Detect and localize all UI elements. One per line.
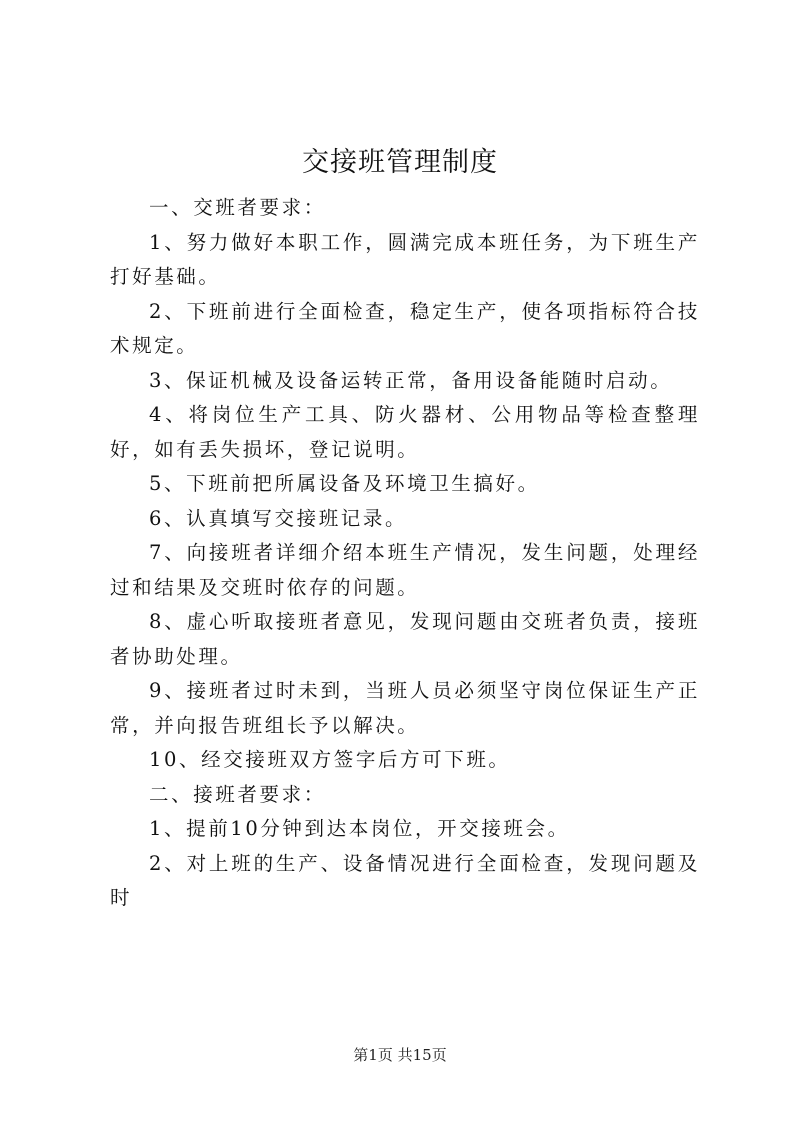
section-heading: 一、交班者要求： (149, 196, 326, 219)
page-number-footer: 第1页 共15页 (353, 1046, 447, 1064)
paragraph: 10、经交接班双方签字后方可下班。 (149, 748, 511, 771)
paragraph: 2、下班前进行全面检查，稳定生产，使各项指标符合技术规定。 (110, 299, 700, 357)
document-body (110, 191, 700, 916)
paragraph: 4、将岗位生产工具、防火器材、公用物品等检查整理好，如有丢失损坏，登记说明。 (110, 403, 700, 461)
paragraph: 8、虚心听取接班者意见，发现问题由交班者负责，接班者协助处理。 (110, 610, 700, 668)
paragraph: 2、对上班的生产、设备情况进行全面检查，发现问题及时 (110, 851, 700, 909)
paragraph: 1、提前10分钟到达本岗位，开交接班会。 (149, 817, 570, 840)
document-title: 交接班管理制度 (302, 147, 498, 178)
paragraph: 7、向接班者详细介绍本班生产情况，发生问题，处理经过和结果及交班时依存的问题。 (110, 541, 700, 599)
paragraph: 6、认真填写交接班记录。 (149, 506, 408, 530)
paragraph: 5、下班前把所属设备及环境卫生搞好。 (149, 472, 540, 495)
paragraph: 3、保证机械及设备运转正常，备用设备能随时启动。 (149, 368, 673, 392)
section-heading: 二、接班者要求： (149, 782, 326, 806)
paragraph: 1、努力做好本职工作，圆满完成本班任务，为下班生产打好基础。 (110, 230, 700, 288)
paragraph: 9、接班者过时未到，当班人员必须坚守岗位保证生产正常，并向报告班组长予以解决。 (110, 679, 700, 737)
